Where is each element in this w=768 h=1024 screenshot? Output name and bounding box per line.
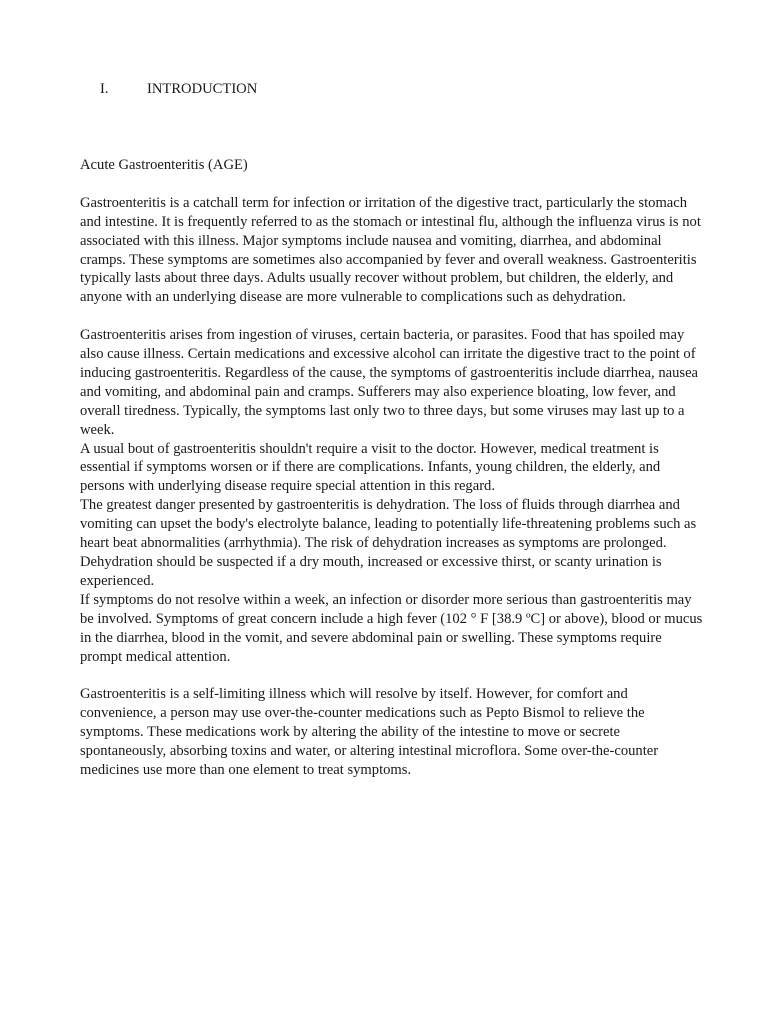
- paragraph: A usual bout of gastroenteritis shouldn't require a visit to the doctor. However, medical treatment is essential if symptoms worsen or if there are complications. Infants, young children, the elderly, and persons with underlying disease require special attention in this regard.: [80, 440, 661, 495]
- paragraph-spacer: [80, 307, 706, 326]
- body-text: [80, 156, 706, 780]
- paragraph: Gastroenteritis arises from ingestion of viruses, certain bacteria, or parasites. Food that has spoiled may also cause illness. Certain medications and excessive alcohol can irritate the digestive tract to the point of inducing gastroenteritis. Regardless of the cause, the symptoms of gastroenteritis include diarrhea, nausea and vomiting, and abdominal pain and cramps. Sufferers may also experience bloating, low fever, and overall tiredness. Typically, the symptoms last only two to three days, but some viruses may last up to a week.: [80, 327, 699, 438]
- paragraph: If symptoms do not resolve within a week, an infection or disorder more serious than gastroenteritis may be involved. Symptoms of great concern include a high fever (102 ° F [38.9 ºC] or above), blood or mucus in the diarrhea, blood in the vomit, and severe abdominal pain or swelling. These symptoms require prompt medical attention.: [80, 591, 703, 665]
- section-number: I.: [100, 81, 109, 97]
- paragraph: The greatest danger presented by gastroenteritis is dehydration. The loss of fluids through diarrhea and vomiting can upset the body's electrolyte balance, leading to potentially life-threatening problems such as heart beat abnormalities (arrhythmia). The risk of dehydration increases as symptoms are prolonged. Dehydration should be suspected if a dry mouth, increased or excessive thirst, or scanty urination is experienced.: [80, 497, 697, 589]
- document-subtitle: Acute Gastroenteritis (AGE): [80, 157, 248, 173]
- section-title: INTRODUCTION: [147, 81, 258, 97]
- section-heading: [100, 80, 257, 99]
- paragraph: Gastroenteritis is a catchall term for infection or irritation of the digestive tract, particularly the stomach and intestine. It is frequently referred to as the stomach or intestinal flu, although the influenza virus is not associated with this illness. Major symptoms include nausea and vomiting, diarrhea, and abdominal cramps. These symptoms are sometimes also accompanied by fever and overall weakness. Gastroenteritis typically lasts about three days. Adults usually recover without problem, but children, the elderly, and anyone with an underlying disease are more vulnerable to complications such as dehydration.: [80, 194, 701, 306]
- paragraph: Gastroenteritis is a self-limiting illness which will resolve by itself. However, for comfort and convenience, a person may use over-the-counter medications such as Pepto Bismol to relieve the symptoms. These medications work by altering the ability of the intestine to move or secrete spontaneously, absorbing toxins and water, or altering intestinal microflora. Some over-the-counter medicines use more than one element to treat symptoms.: [80, 686, 659, 778]
- paragraph-spacer: [80, 666, 706, 685]
- paragraph-spacer: [80, 175, 706, 194]
